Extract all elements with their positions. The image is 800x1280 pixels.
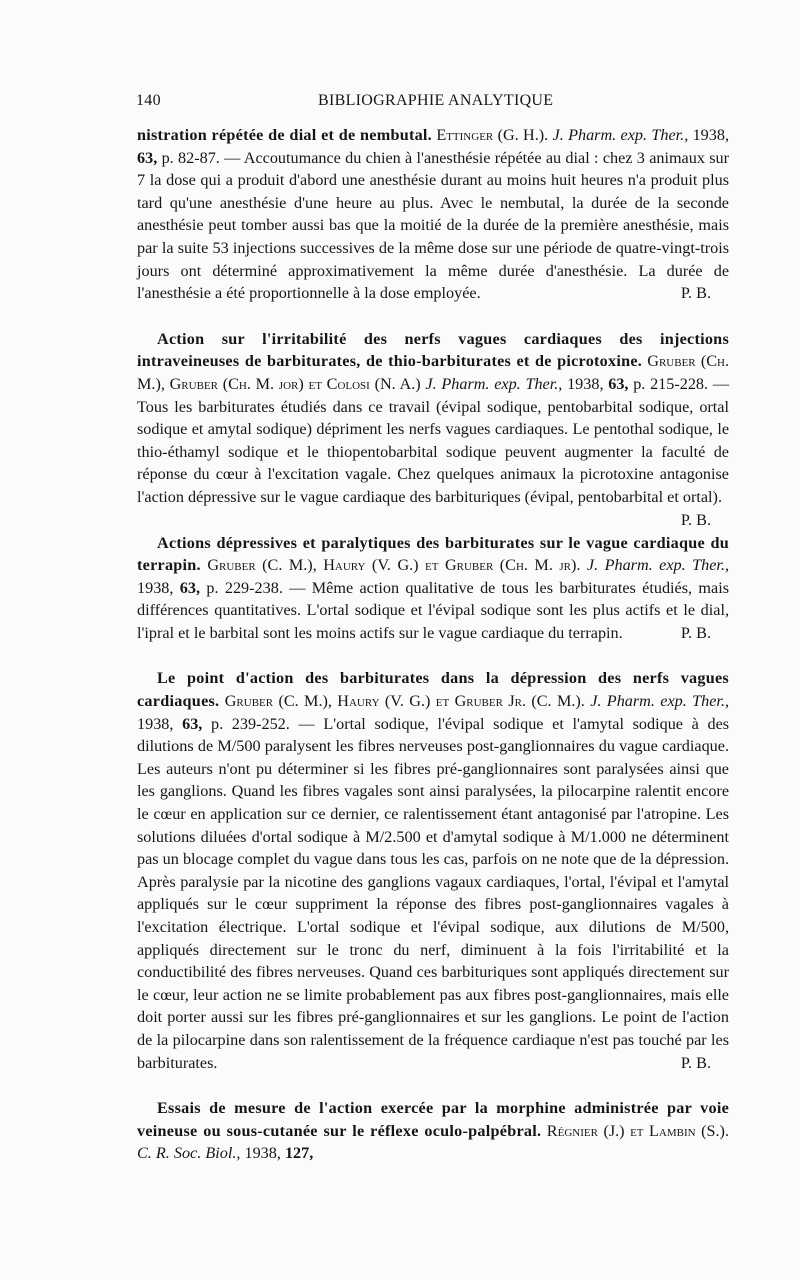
page-number: 140 — [136, 92, 161, 109]
entry-volume: 63, — [608, 374, 629, 393]
entry-volume: 63, — [137, 148, 158, 167]
entry-year: 1938, — [244, 1144, 281, 1163]
entry-pages: p. 229-238. — [206, 578, 283, 597]
entry-abstract: — Même action qualitative de tous les barbiturates étudiés, mais différences quantitatives. L'ortal sodique et l'évipal sodique sont les plus actifs et le dial, l'ipral et le barbital sont les moins actifs sur le vague cardiaque du terrapin. — [137, 578, 729, 642]
entry-authors: Gruber (C. M.), Haury (V. G.) et Gruber Jr. (C. M.). — [224, 692, 585, 711]
entry-abstract: — Tous les barbiturates étudiés dans ce travail (évipal sodique, pentobarbital sodique, ortal sodique et amytal sodique) dépriment les nerfs vagues cardiaques. Le pentothal sodique, le thio-éthamyl sodique et le thiopentobarbital sodique peuvent augmenter la faculté de réponse du cœur à l'excitation vagale. Chez quelques animaux la picrotoxine antagonise l'action dépressive sur le vague cardiaque des barbituriques (évipal, pentobarbital et ortal). — [137, 374, 729, 506]
entry-signature: P. B. — [680, 623, 711, 642]
entry-journal: J. Pharm. exp. Ther., — [552, 126, 689, 144]
entry-signature: P. B. — [680, 1053, 711, 1072]
entry-year: 1938, — [692, 126, 729, 144]
entry-year: 1938, — [567, 374, 604, 393]
entry-abstract: — L'ortal sodique, l'évipal sodique et l'amytal sodique à des dilutions de M/500 paralysent les fibres nerveuses post-ganglionnaires du vague cardiaque. Les auteurs n'ont pu déterminer si les fibres pré-ganglionnaires sont paralysées ainsi que les ganglions. Quand les fibres vagales sont ainsi paralysées, la pilocarpine ralentit encore le cœur en application sur ce dernier, ce ralentissement étant antagonisé par l'atropine. Les solutions diluées d'ortal sodique à M/2.500 et d'amytal sodique à M/1.000 ne déterminent pas un blocage complet du vague dans tous les cas, parfois on ne note que de la dépression. Après paralysie par la nicotine des ganglions vagaux cardiaques, l'ortal, l'évipal et l'amytal appliqués sur le cœur suppriment la réponse des fibres post-ganglionnaires vagales à l'excitation électrique. L'ortal sodique et l'évipal sodique, aux dilutions de M/500, appliqués directement sur le tronc du nerf, diminuent à la fois l'irritabilité et la conductibilité des fibres nerveuses. Quand ces barbituriques sont appliqués directement sur le cœur, leur action ne se limite probablement pas aux fibres post-ganglionnaires, mais elle doit porter aussi sur les fibres pré-ganglionnaires et sur les ganglions. Le point de l'action de la pilocarpine dans son ralentissement de la fréquence cardiaque n'est pas touché par les barbiturates. — [137, 714, 730, 1072]
entry-volume: 63, — [182, 714, 203, 733]
entry-pages: p. 215-228. — [633, 374, 709, 393]
entry-volume: 127, — [284, 1144, 314, 1163]
entry-year: 1938, — [137, 714, 174, 733]
bibliography-entry — [137, 328, 729, 529]
entry-title: Actions dépressives et paralytiques des barbiturates sur le vague cardiaque du terrapin. — [137, 533, 729, 575]
entry-pages: p. 239-252. — [211, 714, 290, 733]
entry-signature: P. B. — [680, 510, 711, 529]
running-title: BIBLIOGRAPHIE ANALYTIQUE — [318, 92, 554, 109]
entry-journal: J. Pharm. exp. Ther., — [590, 692, 730, 711]
entry-year: 1938, — [137, 578, 174, 597]
entry-journal: J. Pharm. exp. Ther., — [586, 556, 730, 575]
entry-journal: J. Pharm. exp. Ther., — [425, 374, 563, 393]
entry-abstract: — Accoutumance du chien à l'anesthésie répétée au dial : chez 3 animaux sur 7 la dose qui a produit d'abord une anesthésie durant au moins huit heures n'a produit plus tard qu'une anesthésie d'une heure au plus. Avec le nembutal, la durée de la seconde anesthésie peut tomber aussi bas que la moitié de la durée de la première anesthésie, mais par la suite 53 injections successives de la même dose sur une période de quatre-vingt-trois jours ont déterminé approximativement la même durée d'anesthésie. La durée de l'anesthésie a été proportionnelle à la dose employée. — [137, 148, 730, 303]
entry-title: nistration répétée de dial et de nembutal. — [137, 126, 432, 144]
entry-title: Action sur l'irritabilité des nerfs vagues cardiaques des injections intraveineuses de barbiturates, de thio-barbiturates et de picrotoxine. — [137, 329, 729, 371]
entry-authors: Ettinger (G. H.). — [436, 126, 549, 144]
bibliography-entry — [137, 532, 729, 645]
entry-title: Essais de mesure de l'action exercée par la morphine administrée par voie veineuse ou sous-cutanée sur le réflexe oculo-palpébral. — [137, 1099, 729, 1140]
entry-signature: P. B. — [680, 284, 711, 303]
bibliography-entry — [137, 124, 729, 305]
entry-journal: C. R. Soc. Biol., — [137, 1144, 241, 1163]
page-header — [136, 92, 728, 116]
entry-title: Le point d'action des barbiturates dans la dépression des nerfs vagues cardiaques. — [137, 669, 729, 711]
bibliography-entry — [137, 667, 729, 1074]
entry-authors: Régnier (J.) et Lambin (S.). — [546, 1121, 729, 1140]
bibliography-entry — [137, 1097, 729, 1165]
bibliography-body — [137, 124, 729, 1165]
entry-authors: Gruber (Ch. M.), Gruber (Ch. M. jor) et Colosi (N. A.) — [137, 352, 729, 393]
entry-pages: p. 82-87. — [161, 148, 220, 167]
entry-authors: Gruber (C. M.), Haury (V. G.) et Gruber (Ch. M. jr). — [207, 556, 581, 575]
entry-volume: 63, — [179, 578, 201, 597]
